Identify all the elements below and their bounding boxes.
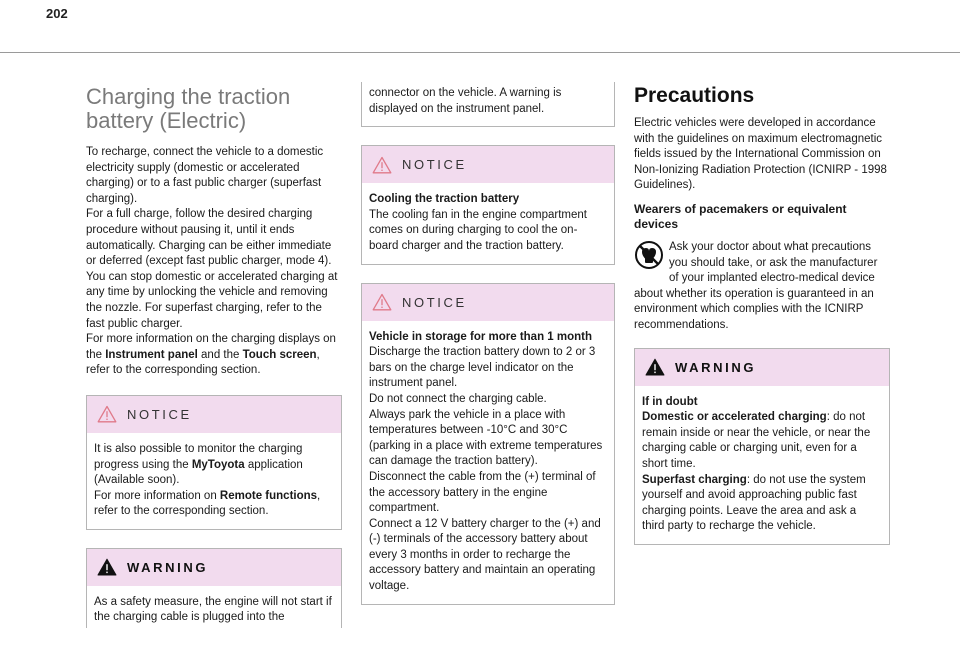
- section-title: [86, 85, 342, 133]
- warning-triangle-filled-icon: [645, 358, 665, 376]
- notice-text-2: [94, 489, 333, 520]
- text-run: For more information on: [94, 489, 220, 502]
- instrument-panel-ref: Instrument panel: [105, 348, 198, 361]
- warning-continued-text: connector on the vehicle. A warning is displayed on the instrument panel.: [369, 87, 562, 115]
- intro-paragraph-4: [86, 332, 342, 379]
- notice-text-3: Always park the vehicle in a place with temperatures between -10°C and 30°C (parking in a place with extreme temperatures can damage the traction battery).: [369, 408, 603, 468]
- domestic-charging-ref: Domestic or accelerated charging: [642, 411, 827, 424]
- text-run: : do not use the system yourself and avoid approaching public fast charging points. Leave the area and ask a third party to recharge the vehicle.: [642, 473, 866, 533]
- notice-header: [362, 146, 614, 183]
- warning-box-continued: [361, 82, 615, 127]
- warning-text-2: [642, 473, 881, 535]
- pacemaker-heading: Wearers of pacemakers or equivalent devices: [634, 201, 847, 231]
- notice-text: The cooling fan in the engine compartment comes on during charging to cool the on-board charger and the traction battery.: [369, 208, 587, 252]
- notice-box-storage: [361, 283, 615, 605]
- warning-header: [87, 549, 341, 586]
- column-charging: [86, 82, 342, 628]
- notice-label: NOTICE: [402, 157, 467, 173]
- notice-body: [362, 321, 614, 604]
- notice-text-5: Connect a 12 V battery charger to the (+) and (-) terminals of the accessory battery about every 3 months in order to recharge the accessory battery and maintain an operating voltage.: [369, 517, 601, 593]
- notice-heading: [369, 330, 606, 346]
- pacemaker-text: Ask your doctor about what precautions you should take, or ask the manufacturer of your implanted electro-medical device about whether its operation is guaranteed in an environment which complies with the ICNIRP recommendations.: [634, 240, 878, 331]
- warning-box-engine-start: [86, 548, 342, 628]
- precautions-title: Precautions: [634, 84, 755, 107]
- notice-heading-text: Vehicle in storage for more than 1 month: [369, 330, 593, 343]
- remote-functions-ref: Remote functions: [219, 489, 318, 502]
- text-run: and the: [197, 348, 243, 361]
- warning-heading-text: If in doubt: [642, 395, 698, 408]
- page-number: 202: [46, 6, 68, 21]
- notice-header: [362, 284, 614, 321]
- warning-body: [87, 586, 341, 628]
- intro-paragraph-3: You can stop domestic or accelerated charging at any time by unlocking the vehicle and removing the nozzle. For superfast charging, refer to the fast public charger.: [86, 270, 338, 330]
- notice-text-4: Disconnect the cable from the (+) terminal of the accessory battery in the engine compartment.: [369, 470, 596, 515]
- warning-heading: [642, 395, 881, 411]
- section-title-line1: Charging the traction: [86, 84, 291, 109]
- section-title-line2: battery (Electric): [86, 108, 247, 133]
- text-run: application (Available soon).: [94, 458, 303, 487]
- notice-text-1: Discharge the traction battery down to 2 or 3 bars on the charge level indicator on the instrument panel.: [369, 346, 596, 390]
- text-run: : do not remain inside or near the vehicle, or near the charging cable or charging unit, even for a short time.: [642, 411, 871, 470]
- notice-label: NOTICE: [127, 406, 192, 422]
- warning-triangle-filled-icon: [97, 558, 117, 576]
- intro-paragraph-2: For a full charge, follow the desired charging procedure without pausing it, until it ends automatically. Charging can be either immediate or deferred (except fast public charger, mode 4).: [86, 208, 332, 268]
- notice-text-2: Do not connect the charging cable.: [369, 392, 547, 405]
- text-run: For more information on the charging displays on the: [86, 333, 336, 361]
- warning-label: WARNING: [675, 359, 757, 375]
- intro-paragraph-1: To recharge, connect the vehicle to a domestic electricity supply (domestic or accelerated charging) or to a fast public charger (superfast charging).: [86, 146, 324, 205]
- notice-body: [87, 433, 341, 529]
- column-precautions: [634, 82, 890, 563]
- notice-heading: [369, 192, 606, 208]
- column-notices: [361, 82, 615, 623]
- warning-triangle-outline-icon: [372, 293, 392, 311]
- superfast-charging-ref: Superfast charging: [642, 473, 747, 486]
- warning-triangle-outline-icon: [97, 405, 117, 423]
- notice-text-1: [94, 442, 333, 489]
- warning-continued-body: [362, 82, 614, 126]
- notice-label: NOTICE: [402, 294, 467, 310]
- notice-box-monitor: [86, 395, 342, 530]
- notice-heading-text: Cooling the traction battery: [369, 193, 520, 206]
- notice-body: [362, 183, 614, 263]
- header-divider: [0, 52, 960, 53]
- notice-header: [87, 396, 341, 433]
- notice-box-cooling: [361, 145, 615, 264]
- warning-text: As a safety measure, the engine will not start if the charging cable is plugged into the: [94, 595, 332, 624]
- warning-box-doubt: [634, 348, 890, 545]
- warning-header: [635, 349, 889, 386]
- pacemaker-block: [634, 240, 890, 334]
- pacemaker-prohibited-icon: [634, 240, 664, 270]
- warning-label: WARNING: [127, 559, 209, 575]
- text-run: It is also possible to monitor the charging progress using the: [94, 442, 303, 471]
- text-run: , refer to the corresponding section.: [94, 489, 321, 518]
- warning-text-1: [642, 410, 881, 472]
- warning-body: [635, 386, 889, 544]
- precautions-intro: Electric vehicles were developed in accordance with the guidelines on maximum electromagnetic fields issued by the International Commission on Non-Ionizing Radiation Protection (ICNIRP - 1998 Guidelines).: [634, 117, 887, 192]
- warning-triangle-outline-icon: [372, 156, 392, 174]
- text-run: , refer to the corresponding section.: [86, 348, 320, 377]
- mytoyota-ref: MyToyota: [191, 458, 245, 471]
- touch-screen-ref: Touch screen: [242, 348, 317, 361]
